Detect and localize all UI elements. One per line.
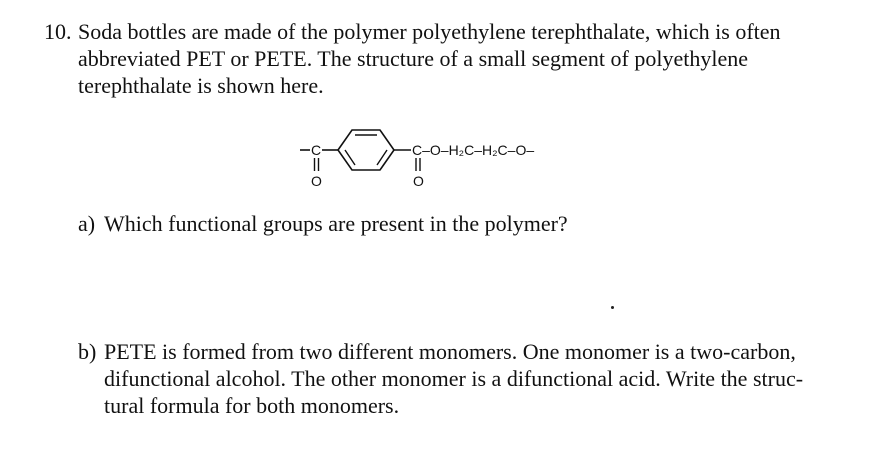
part-a: [78, 210, 878, 237]
pet-structure-diagram: [298, 124, 618, 204]
stray-mark: [611, 306, 614, 309]
question-number: 10.: [44, 19, 72, 44]
benzene-ring: [338, 130, 394, 170]
left-carbon-label: C: [311, 142, 322, 158]
part-b-text-line-2: difunctional alcohol. The other monomer is a difunctional acid. Write the struc-: [104, 366, 804, 391]
part-b-line-1: [78, 338, 878, 365]
question-10: [44, 18, 874, 99]
question-line-1: [44, 18, 874, 45]
question-text-line-1: Soda bottles are made of the polymer polyethylene terephthalate, which is often: [78, 19, 781, 44]
right-oxygen-label: O: [413, 173, 424, 189]
part-a-text: Which functional groups are present in the polymer?: [104, 211, 568, 236]
part-b: [78, 338, 878, 419]
right-chain-label: C–O–H₂C–H₂C–O–: [412, 142, 535, 158]
part-b-text-line-1: PETE is formed from two different monomers. One monomer is a two-carbon,: [104, 339, 796, 364]
part-b-text-line-3: tural formula for both monomers.: [104, 393, 400, 418]
left-oxygen-label: O: [311, 173, 322, 189]
question-text-line-2: abbreviated PET or PETE. The structure of a small segment of polyethylene: [78, 46, 749, 71]
part-a-label: a): [78, 211, 96, 236]
part-b-label: b): [78, 339, 97, 364]
question-text-line-3: terephthalate is shown here.: [78, 73, 324, 98]
